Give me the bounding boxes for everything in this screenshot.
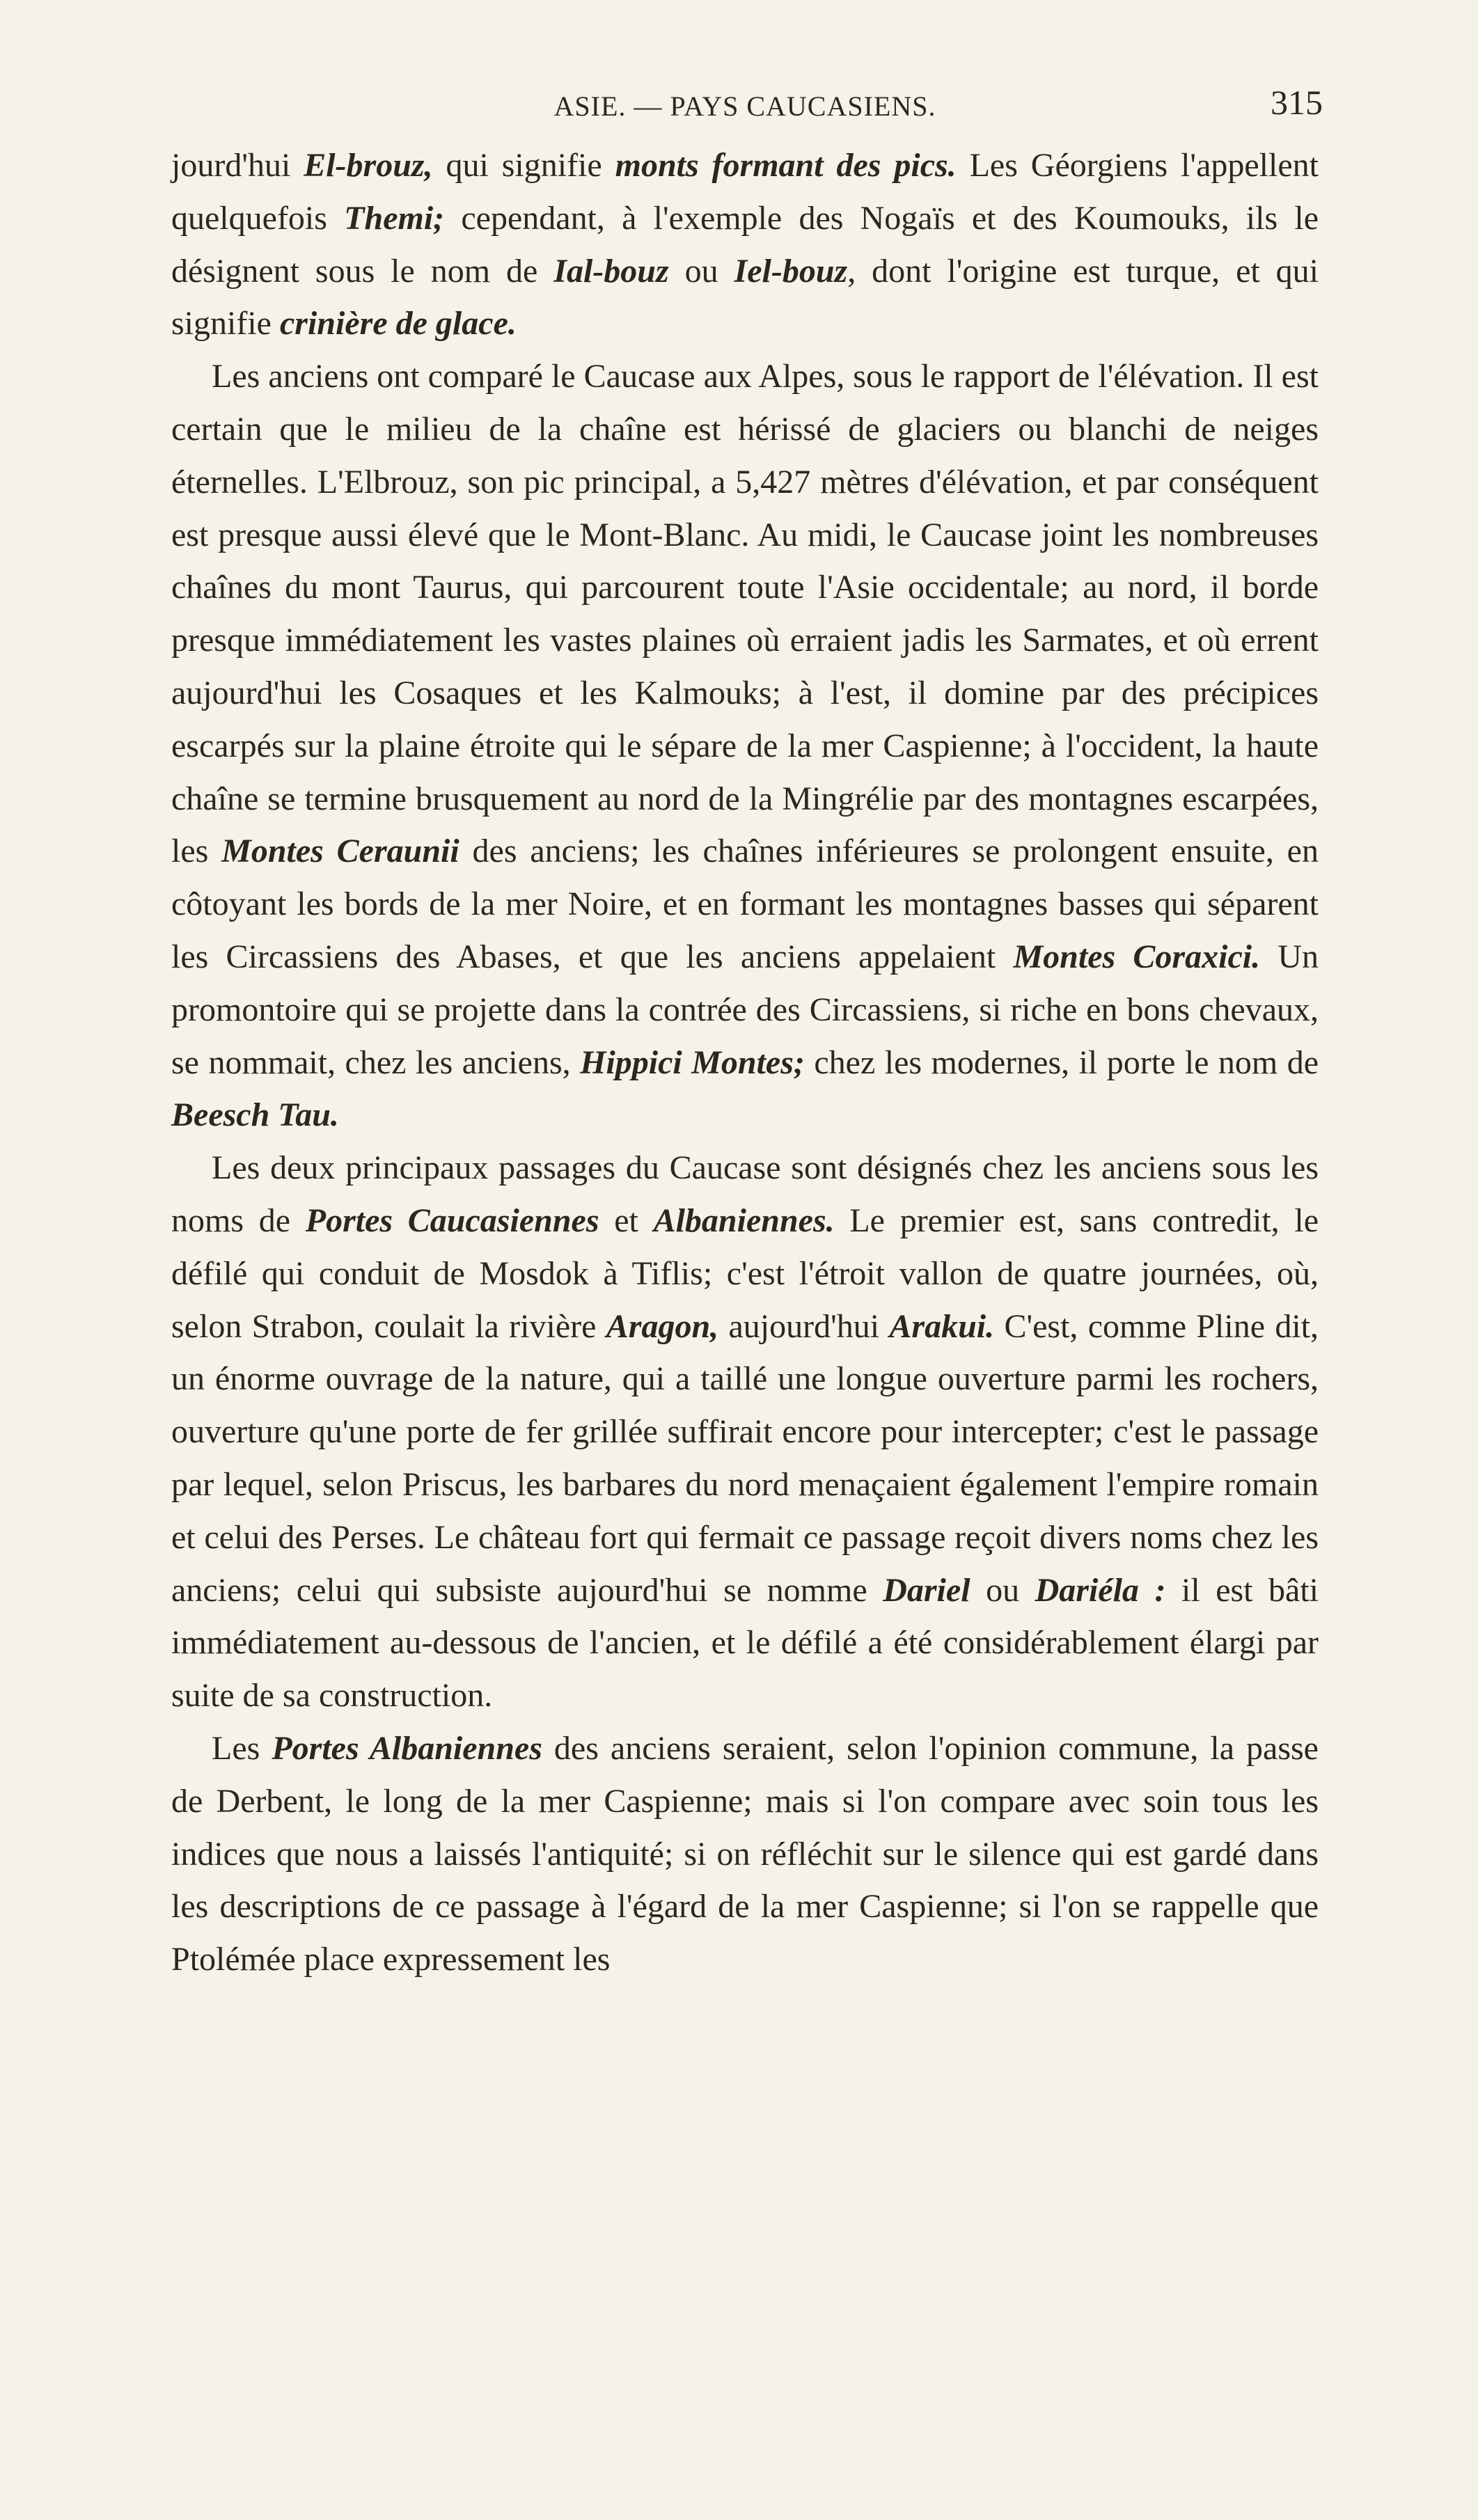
text-run: cependant, à l'exemple des Nogaïs et des Koumouks, ils le désignent sous le nom de xyxy=(171,199,1319,290)
emphasized-term: Ial-bouz xyxy=(553,252,669,290)
text-run: Les xyxy=(212,1729,272,1767)
emphasized-term: Dariéla : xyxy=(1035,1571,1166,1609)
text-run: des anciens; les chaînes inférieures se prolongent ensuite, en côtoyant les bords de la mer Noire, et en formant les montagnes basses qui séparent les Circassiens des Abases, et que les anciens appelaient xyxy=(171,833,1319,975)
emphasized-term: Beesch Tau. xyxy=(171,1096,339,1134)
text-run: ou xyxy=(970,1571,1035,1609)
text-run: ou xyxy=(668,252,734,290)
emphasized-term: Arakui. xyxy=(889,1307,995,1345)
emphasized-term: Portes Albaniennes xyxy=(272,1729,542,1767)
text-run: Les Géorgiens l'appellent quelquefois xyxy=(171,147,1319,237)
emphasized-term: Aragon, xyxy=(606,1307,719,1345)
emphasized-term: Themi; xyxy=(344,199,445,237)
text-run: Le premier est, sans contredit, le défilé qui conduit de Mosdok à Tiflis; c'est l'étroit vallon de quatre journées, où, selon Strabon, coulait la rivière xyxy=(171,1202,1319,1345)
emphasized-term: Hippici Montes; xyxy=(580,1044,805,1081)
text-run: Les deux principaux passages du Caucase sont désignés chez les anciens sous les noms de xyxy=(171,1149,1319,1239)
text-run: des anciens seraient, selon l'opinion commune, la passe de Derbent, le long de la mer Caspienne; mais si l'on compare avec soin tous les indices que nous a laissés l'antiquité; si on réfléchit sur le silence qui est gardé dans les descriptions de ce passage à l'égard de la mer Caspienne; si l'on se rappelle que Ptolémée place expressement les xyxy=(171,1729,1319,1978)
paragraph-4 xyxy=(171,1722,1319,1986)
emphasized-term: Albaniennes. xyxy=(653,1202,835,1239)
text-run: C'est, comme Pline dit, un énorme ouvrage de la nature, qui a taillé une longue ouverture parmi les rochers, ouverture qu'une porte de fer grillée suffirait encore pour intercepter; c'est le passage par lequel, selon Priscus, les barbares du nord menaçaient également l'empire romain et celui des Perses. Le château fort qui fermait ce passage reçoit divers noms chez les anciens; celui qui subsiste aujourd'hui se nomme xyxy=(171,1307,1319,1609)
emphasized-term: Dariel xyxy=(883,1571,970,1609)
text-run: jourd'hui xyxy=(171,147,304,184)
page-number: 315 xyxy=(1271,83,1323,122)
text-run: aujourd'hui xyxy=(718,1307,890,1345)
running-title: ASIE. — PAYS CAUCASIENS. xyxy=(553,90,936,122)
text-run: Un promontoire qui se projette dans la contrée des Circassiens, si riche en bons chevaux, se nommait, chez les anciens, xyxy=(171,938,1319,1081)
text-run: chez les modernes, il porte le nom de xyxy=(804,1044,1319,1081)
text-run: qui signifie xyxy=(432,147,615,184)
body-text xyxy=(171,139,1319,1986)
emphasized-term: crinière de glace. xyxy=(279,305,517,342)
paragraph-2 xyxy=(171,350,1319,1142)
emphasized-term: monts formant des pics. xyxy=(615,147,957,184)
paragraph-1 xyxy=(171,139,1319,350)
emphasized-term: Montes Ceraunii xyxy=(221,833,459,870)
running-head xyxy=(167,82,1323,131)
emphasized-term: El-brouz, xyxy=(304,147,433,184)
emphasized-term: Iel-bouz xyxy=(734,252,848,290)
emphasized-term: Montes Coraxici. xyxy=(1013,938,1261,975)
text-run: , dont l'origine est turque, et qui signifie xyxy=(171,252,1319,342)
text-run: et xyxy=(599,1202,654,1239)
text-run: Les anciens ont comparé le Caucase aux Alpes, sous le rapport de l'élévation. Il est certain que le milieu de la chaîne est hérissé de glaciers ou blanchi de neiges éternelles. L'Elbrouz, son pic principal, a 5,427 mètres d'élévation, et par conséquent est presque aussi élevé que le Mont-Blanc. Au midi, le Caucase joint les nombreuses chaînes du mont Taurus, qui parcourent toute l'Asie occidentale; au nord, il borde presque immédiatement les vastes plaines où erraient jadis les Sarmates, et où errent aujourd'hui les Cosaques et les Kalmouks; à l'est, il domine par des précipices escarpés sur la plaine étroite qui le sépare de la mer Caspienne; à l'occident, la haute chaîne se termine brusquement au nord de la Mingrélie par des montagnes escarpées, les xyxy=(171,358,1319,870)
text-run: il est bâti immédiatement au-dessous de l'ancien, et le défilé a été considérablement élargi par suite de sa construction. xyxy=(171,1571,1319,1715)
emphasized-term: Portes Caucasiennes xyxy=(305,1202,599,1239)
paragraph-3 xyxy=(171,1142,1319,1722)
